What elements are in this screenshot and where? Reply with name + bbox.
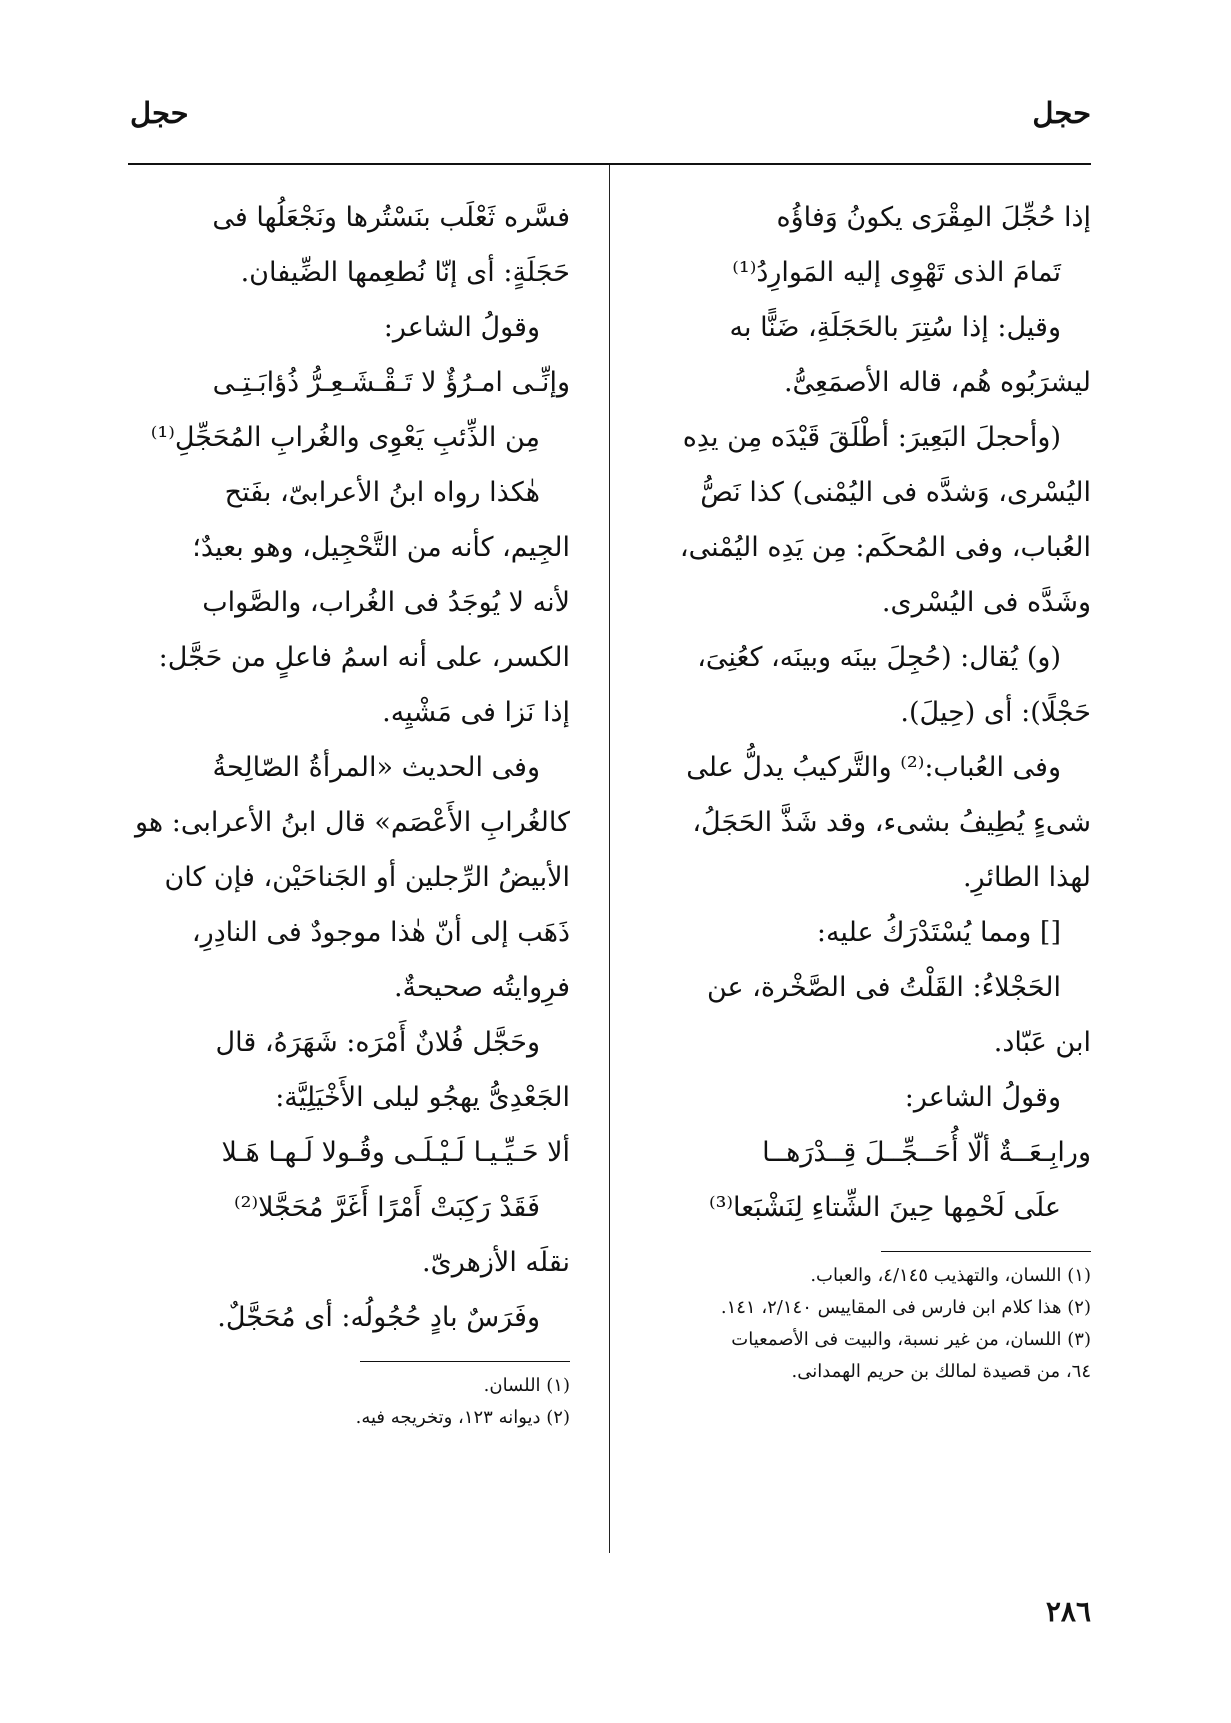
header-left-word: حجل: [130, 96, 189, 130]
text-line: (و) يُقال: (حُجِلَ بينَه وبينَه، كعُنِىَ،: [697, 642, 1061, 673]
text-line: الجِيم، كأنه من التَّحْجِيل، وهو بعيدٌ؛: [192, 532, 570, 563]
text-line: نقلَه الأزهرىّ.: [422, 1247, 570, 1278]
page-number: ٢٨٦: [1045, 1595, 1091, 1628]
text-line: (وأحجلَ البَعِيرَ: أطْلَقَ قَيْدَه مِن يدِه: [682, 422, 1061, 453]
text-line: الحَجْلاءُ: القَلْتُ فى الصَّخْرة، عن: [706, 972, 1061, 1003]
verse-line: ورابِـعَــةٌ ألّا أُحَــجِّــلَ قِــدْرَهــا: [762, 1137, 1091, 1168]
text-line: إذا نَزا فى مَشْيِه.: [382, 697, 570, 728]
text-line: شىءٍ يُطِيفُ بشىء، وقد شَذَّ الحَجَلُ،: [692, 807, 1091, 838]
text-line: وقولُ الشاعر:: [383, 312, 540, 343]
footnote-rule: [881, 1251, 1091, 1252]
text-line: الأبيضُ الرِّجلين أو الجَناحَيْن، فإن كان: [164, 862, 570, 893]
footnote: (١) اللسان، والتهذيب ٤/١٤٥، والعباب.: [810, 1265, 1091, 1286]
text-line: ذَهَب إلى أنّ هٰذا موجودٌ فى النادِرِ،: [191, 917, 570, 948]
right-column: [651, 190, 1091, 1388]
text-line: حَجَلَةٍ: أى إنّا نُطعِمها الضِّيفان.: [240, 257, 570, 288]
footnote: (٢) هذا كلام ابن فارس فى المقاييس ٢/١٤٠، ١٤١.: [720, 1297, 1091, 1318]
left-column: [130, 190, 570, 1434]
text-line: وفَرَسٌ بادٍ حُجُولُه: أى مُحَجَّلٌ.: [217, 1302, 540, 1333]
text-line: ليشرَبُوه هُم، قاله الأصمَعِىُّ.: [783, 367, 1091, 398]
text-line: وقولُ الشاعر:: [904, 1082, 1061, 1113]
text-line: الكسر، على أنه اسمُ فاعلٍ من حَجَّل:: [158, 642, 570, 673]
footnote: (١) اللسان.: [483, 1375, 570, 1396]
verse-line: علَى لَحْمِها حِينَ الشِّتاءِ لِنَشْبَعا⁽³⁾: [708, 1192, 1061, 1223]
footnote: (٢) ديوانه ١٢٣، وتخريجه فيه.: [355, 1407, 570, 1428]
text-line: وقيل: إذا سُتِرَ بالحَجَلَةِ، ضَنًّا به: [729, 312, 1061, 343]
verse-line: ألا حَـيِّـيـا لَـيْـلَـى وقُـولا لَـهـا هَـلا: [221, 1137, 570, 1168]
text-line: لهذا الطائرِ.: [962, 862, 1091, 893]
text-line: كالغُرابِ الأَعْصَم» قال ابنُ الأعرابى: هو: [134, 807, 570, 838]
header-right-word: حجل: [1032, 96, 1091, 130]
text-line: العُباب، وفى المُحكَم: مِن يَدِه اليُمْنى،: [679, 532, 1091, 563]
text-line: اليُسْرى، وَشدَّه فى اليُمْنى) كذا نَصُّ: [700, 477, 1091, 508]
text-line: ابن عَبّاد.: [993, 1027, 1091, 1058]
text-line: وفى الحديث «المرأةُ الصّالِحةُ: [212, 752, 540, 783]
footnote: (٣) اللسان، من غير نسبة، والبيت فى الأصمعيات: [731, 1329, 1091, 1350]
verse-line: فَقَدْ رَكِبَتْ أَمْرًا أَغَرَّ مُحَجَّلا⁽²⁾: [233, 1192, 540, 1223]
text-line: [] ومما يُسْتَدْرَكُ عليه:: [816, 917, 1061, 948]
text-line: الجَعْدِىُّ يهجُو ليلى الأَخْيَلِيَّة:: [275, 1082, 570, 1113]
column-divider: [609, 165, 610, 1553]
verse-line: تَمامَ الذى تَهْوِى إليه المَوارِدُ⁽¹⁾: [732, 257, 1061, 288]
text-line: حَجْلًا): أى (حِيلَ).: [900, 697, 1091, 728]
verse-line: وإنِّـى امـرُؤٌ لا تَـقْـشَـعِـرُّ ذُؤابَـتِـى: [212, 367, 570, 398]
text-line: هٰكذا رواه ابنُ الأعرابىّ، بفَتح: [224, 477, 540, 508]
verse-line: مِن الذِّئبِ يَعْوِى والغُرابِ المُحَجِّلِ⁽¹⁾: [150, 422, 540, 453]
text-line: وشَدَّه فى اليُسْرى.: [881, 587, 1091, 618]
text-line: فرِوايتُه صحيحةٌ.: [393, 972, 570, 1003]
text-line: وحَجَّل فُلانٌ أَمْرَه: شَهَرَهُ، قال: [215, 1027, 540, 1058]
text-line: وفى العُباب:⁽²⁾ والتَّركيبُ يدلُّ على: [686, 752, 1061, 783]
text-line: لأنه لا يُوجَدُ فى الغُراب، والصَّواب: [202, 587, 570, 618]
footnote: ٦٤، من قصيدة لمالك بن حريم الهمدانى.: [791, 1361, 1091, 1382]
text-line: فسَّره ثَعْلَب بنَسْتُرها ونَجْعَلُها فى: [212, 202, 570, 233]
footnote-rule: [360, 1361, 570, 1362]
text-line: إذا حُجِّلَ المِقْرَى يكونُ وَفاؤُه: [776, 202, 1091, 233]
